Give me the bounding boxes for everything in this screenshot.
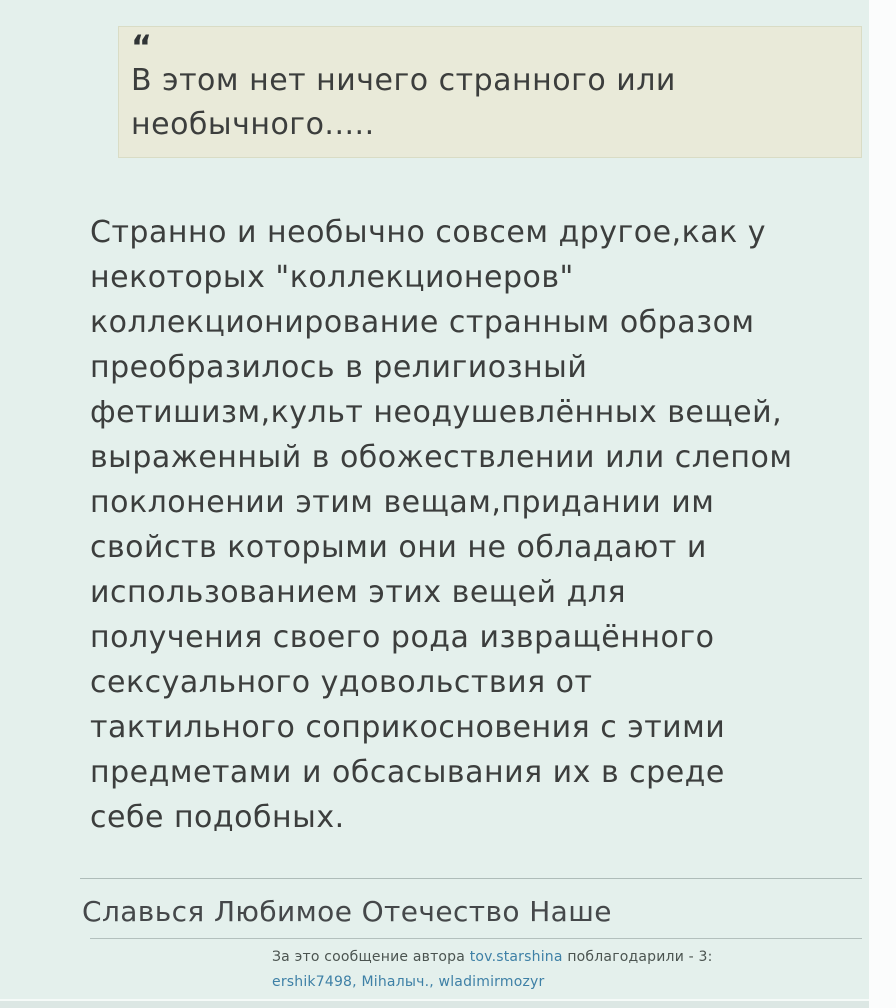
signature-text: Славься Любимое Отечество Наше xyxy=(82,895,612,928)
post-body-line: себе подобных. xyxy=(90,800,345,835)
bottom-strip xyxy=(0,999,869,1008)
post-body-line: фетишизм,культ неодушевлённых вещей, xyxy=(90,395,783,430)
post-body-line: сексуального удовольствия от xyxy=(90,665,593,700)
thanks-divider xyxy=(90,938,862,939)
thanks-note xyxy=(272,945,869,995)
post-body-line: некоторых "коллекционеров" xyxy=(90,260,574,295)
quote-text: В этом нет ничего странного или необычного..... xyxy=(131,63,676,142)
thanks-suffix: поблагодарили - 3: xyxy=(567,949,713,965)
post-body-line: предметами и обсасывания их в среде xyxy=(90,755,725,790)
quote-mark-icon: “ xyxy=(131,28,154,66)
thanks-separator: , xyxy=(352,974,362,990)
post-body-line: поклонении этим вещам,придании им xyxy=(90,485,715,520)
post-body-line: выраженный в обожествлении или слепом xyxy=(90,440,793,475)
thanks-author-link[interactable]: tov.starshina xyxy=(469,949,563,965)
thanks-separator: , xyxy=(429,974,439,990)
post-body xyxy=(90,210,869,840)
signature-divider xyxy=(80,878,862,879)
thanks-line-2 xyxy=(272,970,869,995)
quote-block xyxy=(118,26,862,158)
thanked-user-link-3[interactable]: wladimirmozyr xyxy=(438,974,545,990)
thanks-prefix: За это сообщение автора xyxy=(272,949,466,965)
post-body-line: преобразилось в религиозный xyxy=(90,350,588,385)
post-body-line: свойств которыми они не обладают и xyxy=(90,530,707,565)
thanked-user-link-2[interactable]: Міhалыч. xyxy=(361,974,430,990)
post-body-line: получения своего рода извращённого xyxy=(90,620,715,655)
thanks-line-1 xyxy=(272,945,869,970)
post-body-line: использованием этих вещей для xyxy=(90,575,626,610)
post-body-line: Странно и необычно совсем другое,как у xyxy=(90,215,767,250)
thanked-user-link-1[interactable]: ershik7498 xyxy=(272,974,353,990)
post-body-line: тактильного соприкосновения с этими xyxy=(90,710,726,745)
post-body-line: коллекционирование странным образом xyxy=(90,305,755,340)
